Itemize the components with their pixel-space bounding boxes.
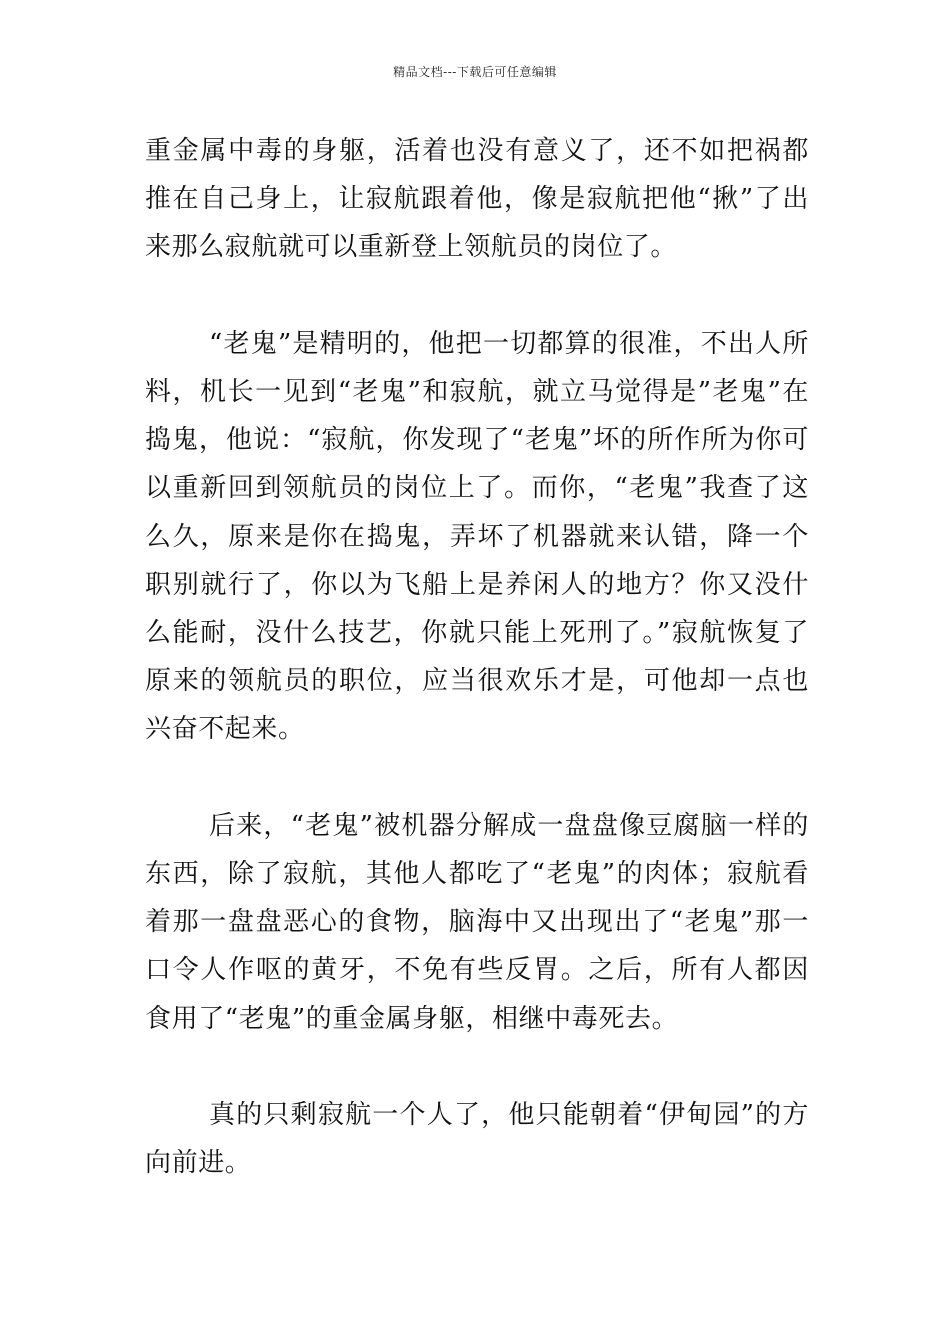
paragraph-1: 重金属中毒的身躯，活着也没有意义了，还不如把祸都推在自己身上，让寂航跟着他，像是寂航把他“揪”了出来那么寂航就可以重新登上领航员的岗位了。 (145, 136, 809, 263)
paragraph-2: “老鬼”是精明的，他把一切都算的很准，不出人所料，机长一见到“老鬼”和寂航，就立马觉得是”老鬼”在捣鬼，他说：“寂航，你发现了“老鬼”坏的所作所为你可以重新回到领航员的岗位上了。而你，“老鬼”我查了这么久，原来是你在捣鬼，弄坏了机器就来认错，降一个职别就行了，你以为飞船上是养闲人的地方？你又没什么能耐，没什么技艺，你就只能上死刑了。”寂航恢复了原来的领航员的职位，应当很欢乐才是，可他却一点也兴奋不起来。 (145, 328, 809, 745)
page-header: 精品文档---下载后可任意编辑 (393, 65, 557, 79)
paragraph-4: 真的只剩寂航一个人了，他只能朝着“伊甸园”的方向前进。 (145, 1100, 809, 1179)
paragraph-3: 后来，“老鬼”被机器分解成一盘盘像豆腐脑一样的东西，除了寂航，其他人都吃了“老鬼”的肉体；寂航看着那一盘盘恶心的食物，脑海中又出现出了“老鬼”那一口令人作呕的黄牙，不免有些反胃。之后，所有人都因食用了“老鬼”的重金属身躯，相继中毒死去。 (145, 810, 809, 1034)
document-body (145, 127, 809, 1187)
